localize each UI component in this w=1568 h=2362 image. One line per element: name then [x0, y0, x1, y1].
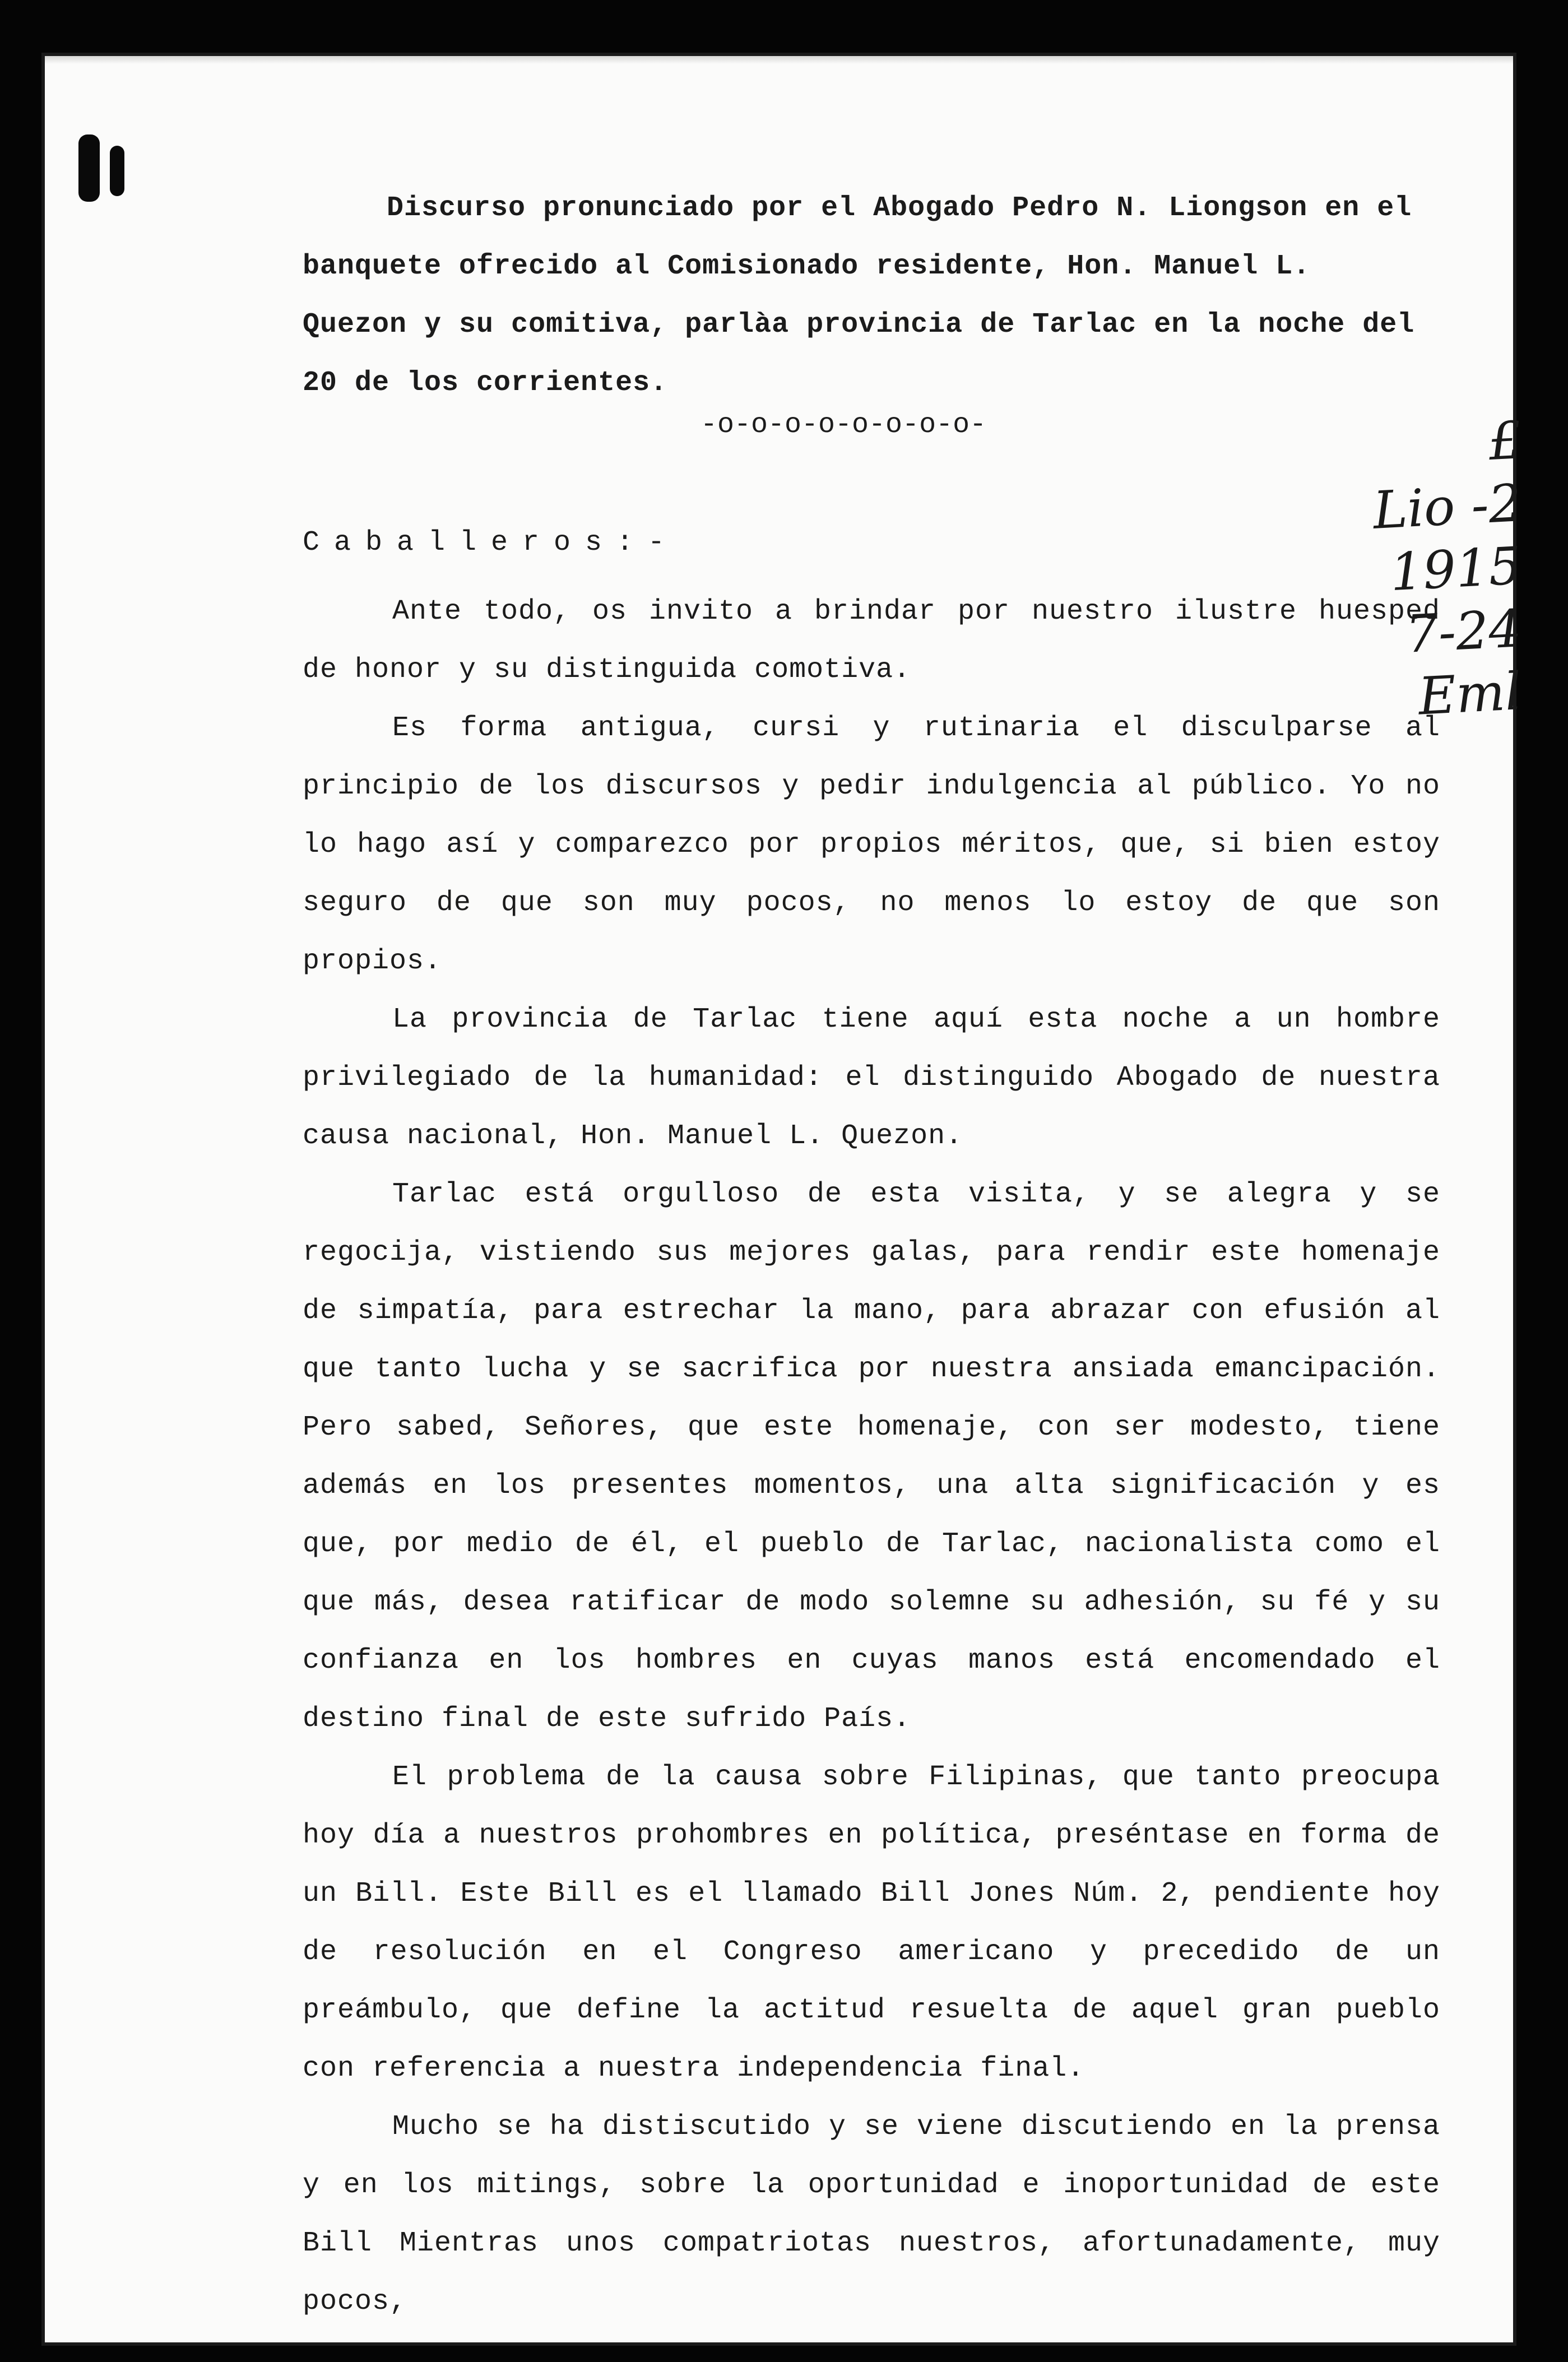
binder-holes: [78, 134, 146, 247]
binder-hole: [78, 134, 100, 202]
paragraph: El problema de la causa sobre Filipinas, que tanto preocupa hoy día a nuestros prohombres en política, preséntase en forma de un Bill. Este Bill es el llamado Bill Jones Núm. 2, pendiente hoy de resolución en el Congreso americano y precedido de un preámbulo, que define la actitud resuelta de aquel gran pueblo con referencia a nuestra independencia final.: [303, 1761, 1440, 2085]
paragraph: Ante todo, os invito a brindar por nuestro ilustre huesped de honor y su distinguida comotiva.: [303, 596, 1440, 686]
document-body: [303, 583, 1440, 2331]
annotation-line: Lio -2: [1371, 473, 1523, 541]
annotation-line: 7-24: [1404, 598, 1523, 665]
paragraph: La provincia de Tarlac tiene aquí esta noche a un hombre privilegiado de la humanidad: el distinguido Abogado de nuestra causa nacional, Hon. Manuel L. Quezon.: [303, 1004, 1440, 1152]
title-line: Quezon y su comitiva, parlàa provincia de Tarlac en la noche del: [303, 309, 1415, 341]
salutation: Caballeros:-: [303, 527, 680, 559]
annotation-line: 1915: [1389, 536, 1523, 603]
title-line: banquete ofrecido al Comisionado residente, Hon. Manuel L.: [303, 250, 1311, 282]
annotation-line: £: [1487, 410, 1523, 472]
paragraph: Mucho se ha distiscutido y se viene discutiendo en la prensa y en los mitings, sobre la oportunidad e inoportunidad de este Bill Mientras unos compatriotas nuestros, afortunadamente, muy pocos,: [303, 2111, 1440, 2318]
paragraph: Tarlac está orgulloso de esta visita, y se alegra y se regocija, vistiendo sus mejores galas, para rendir este homenaje de simpatía, para estrechar la mano, para abrazar con efusión al que tanto lucha y se sacrifica por nuestra ansiada emancipación. Pero sabed, Señores, que este homenaje, con ser modesto, tiene además en los presentes momentos, una alta significación y es que, por medio de él, el pueblo de Tarlac, nacionalista como el que más, desea ratificar de modo solemne su adhesión, su fé y su confianza en los hombres en cuyas manos está encomendado el destino final de este sufrido País.: [303, 1178, 1440, 1735]
title-line: 20 de los corrientes.: [303, 367, 668, 399]
page-top-edge: [45, 56, 1513, 64]
annotation-line: Eml: [1417, 661, 1523, 727]
separator: -o-o-o-o-o-o-o-o-: [701, 409, 987, 441]
binder-hole: [110, 146, 124, 196]
document-title-block: [235, 179, 1446, 412]
title-line: Discurso pronunciado por el Abogado Pedro N. Liongson en el: [387, 192, 1412, 224]
paragraph: Es forma antigua, cursi y rutinaria el disculparse al principio de los discursos y pedir indulgencia al público. Yo no lo hago así y comparezco por propios méritos, que, si bien estoy seguro de que son muy pocos, no menos lo estoy de que son propios.: [303, 712, 1440, 977]
